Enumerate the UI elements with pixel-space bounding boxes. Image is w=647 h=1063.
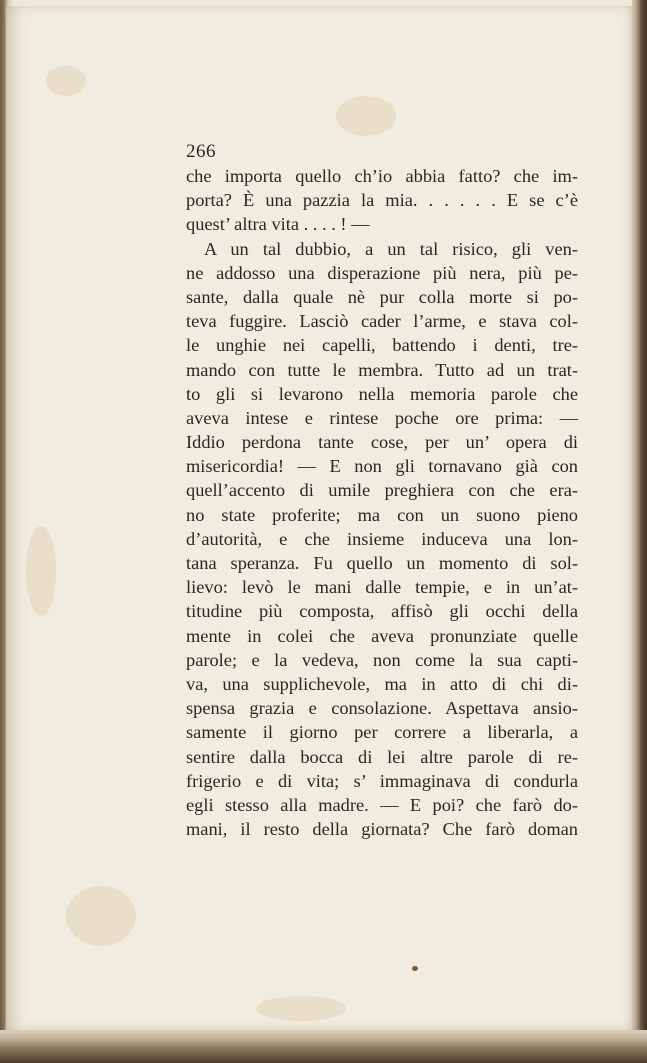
text-line: mani, il resto della giornata? Che farò doman [186, 819, 578, 840]
text-line: aveva intese e rintese poche ore prima: — [186, 407, 578, 428]
text-line: sentire dalla bocca di lei altre parole di re- [186, 746, 578, 767]
text-line: mando con tutte le membra. Tutto ad un trat- [186, 359, 578, 380]
text-line: lievo: levò le mani dalle tempie, e in un’at- [186, 577, 578, 598]
page-edge-right [632, 0, 647, 1063]
page-number: 266 [186, 141, 216, 162]
text-line: no state proferite; ma con un suono pieno [186, 504, 578, 525]
text-line: le unghie nei capelli, battendo i denti, tre- [186, 335, 578, 356]
text-line: A un tal dubbio, a un tal risico, gli ven- [204, 238, 578, 259]
paper-stain [26, 526, 56, 616]
paper-stain [66, 886, 136, 946]
text-line: titudine più composta, affisò gli occhi della [186, 601, 578, 622]
text-line: tana speranza. Fu quello un momento di sol- [186, 553, 578, 573]
text-line: mente in colei che aveva pronunziate quelle [186, 625, 578, 646]
text-line: quell’accento di umile preghiera con che era- [186, 480, 578, 501]
page-text-block [186, 140, 578, 841]
paper-stain [336, 96, 396, 136]
text-line: egli stesso alla madre. — E poi? che farò do- [186, 794, 578, 815]
paper-stain [46, 66, 86, 96]
text-line: to gli si levarono nella memoria parole che [186, 383, 578, 404]
text-line: teva fuggire. Lasciò cader l’arme, e stava col- [186, 311, 578, 332]
text-line: quest’ altra vita . . . . ! — [186, 214, 370, 235]
ink-spot [412, 966, 418, 971]
text-line: parole; e la vedeva, non come la sua capti- [186, 649, 578, 670]
paper-stain [256, 996, 346, 1021]
text-line: samente il giorno per correre a liberarla, a [186, 722, 578, 743]
text-line: d’autorità, e che insieme induceva una lon- [186, 528, 578, 549]
text-line: porta? È una pazzia la mia. . . . . . E se c’è [186, 190, 578, 211]
text-line: sante, dalla quale nè pur colla morte si po- [186, 286, 578, 307]
text-line: frigerio e di vita; s’ immaginava di condurla [186, 770, 578, 791]
text-line: ne addosso una disperazione più nera, più pe- [186, 262, 578, 283]
text-line: Iddio perdona tante cose, per un’ opera di [186, 432, 578, 453]
text-line: misericordia! — E non gli tornavano già con [186, 456, 578, 477]
text-line: va, una supplichevole, ma in atto di chi di- [186, 673, 578, 694]
text-line: spensa grazia e consolazione. Aspettava ansio- [186, 698, 578, 719]
text-line: che importa quello ch’io abbia fatto? che im- [186, 166, 578, 186]
page-edge-bottom [0, 1030, 647, 1063]
